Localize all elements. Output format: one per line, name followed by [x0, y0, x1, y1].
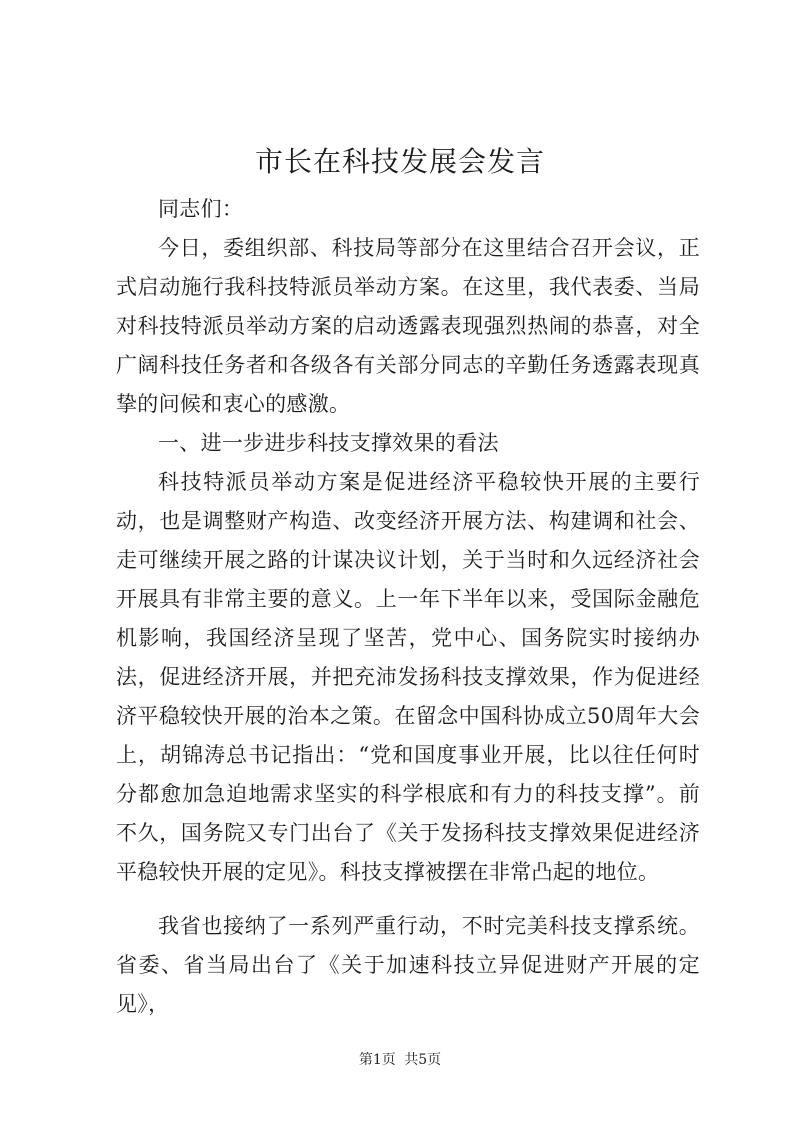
page-footer: [0, 1050, 800, 1070]
page-number: 第1页: [358, 1052, 396, 1068]
section-heading: 一、进一步进步科技支撑效果的看法: [158, 431, 499, 455]
document-body: [116, 190, 700, 1024]
document-title: 市长在科技发展会发言: [254, 145, 545, 178]
opening-paragraph: 今日，委组织部、科技局等部分在这里结合召开会议，正式启动施行我科技特派员举动方案。在这里，我代表委、当局对科技特派员举动方案的启动透露表现强烈热闹的恭喜，对全广阔科技任务者和各级各有关部分同志的辛勤任务透露表现真挚的问候和衷心的感激。: [116, 236, 700, 416]
page-total: 共5页: [404, 1052, 442, 1068]
salutation-paragraph: 同志们：: [158, 197, 244, 221]
body-paragraph: 科技特派员举动方案是促进经济平稳较快开展的主要行动，也是调整财产构造、改变经济开展方法、构建调和社会、走可继续开展之路的计谋决议计划，关于当时和久远经济社会开展具有非常主要的意义。上一年下半年以来，受国际金融危机影响，我国经济呈现了坚苦，党中心、国务院实时接纳办法，促进经济开展，并把充沛发扬科技支撑效果，作为促进经济平稳较快开展的治本之策。在留念中国科协成立50周年大会上，胡锦涛总书记指出：“党和国度事业开展，比以往任何时分都愈加急迫地需求坚实的科学根底和有力的科技支撑”。前不久，国务院又专门出台了《关于发扬科技支撑效果促进经济平稳较快开展的定见》。科技支撑被摆在非常凸起的地位。: [116, 470, 700, 884]
body-paragraph: 我省也接纳了一系列严重行动，不时完美科技支撑系统。省委、省当局出台了《关于加速科技立异促进财产开展的定见》，: [116, 914, 700, 1016]
